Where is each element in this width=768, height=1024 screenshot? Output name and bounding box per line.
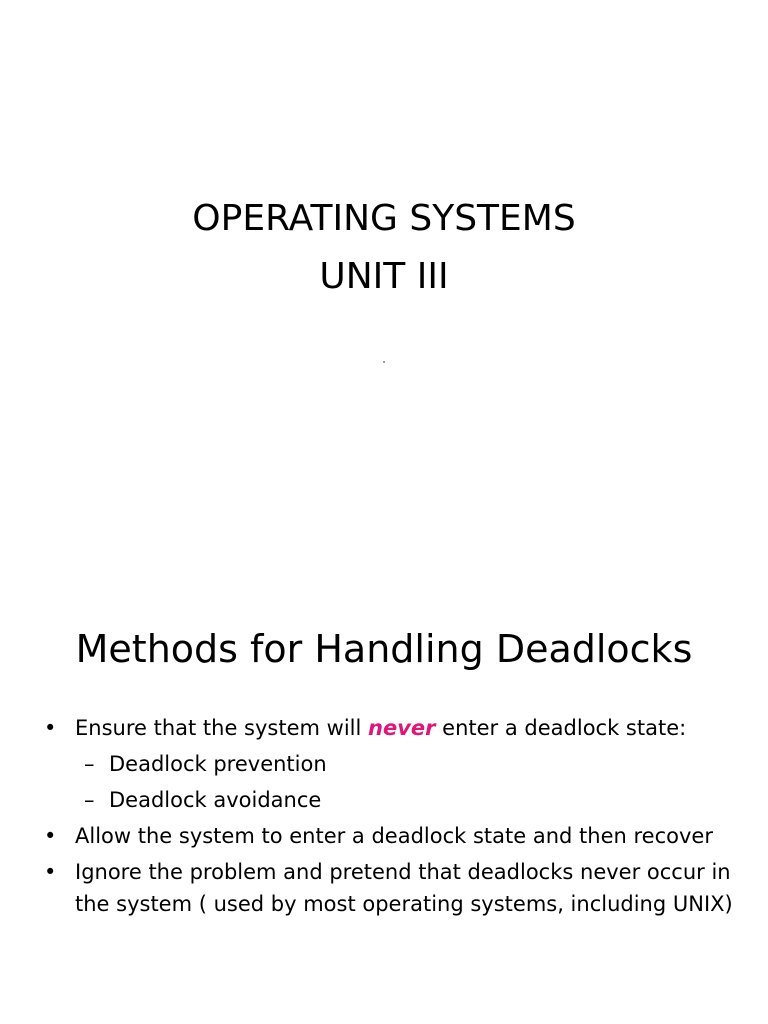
title-line-2: UNIT III (319, 256, 449, 297)
slide-heading: Methods for Handling Deadlocks (75, 627, 693, 671)
sub-list-item (44, 748, 734, 780)
item-text: Ignore the problem and pretend that deadlocks never occur in the system ( used by most operating systems, including UNIX) (75, 860, 733, 916)
bullet-list (44, 712, 734, 924)
bullet-marker: • (44, 824, 57, 848)
sub-list-item (44, 784, 734, 816)
list-item (44, 712, 734, 744)
sub-item-text: Deadlock avoidance (109, 788, 322, 812)
sub-item-text: Deadlock prevention (109, 752, 327, 776)
slide-deadlocks (0, 512, 768, 1024)
list-item (44, 856, 734, 920)
title-line-1: OPERATING SYSTEMS (192, 198, 576, 239)
dash-marker: – (84, 752, 95, 776)
slide-title-heading (0, 190, 768, 306)
item-text: Allow the system to enter a deadlock state and then recover (75, 824, 713, 848)
slide-subtitle: . (381, 348, 387, 367)
item-text: enter a deadlock state: (435, 716, 687, 740)
emphasis-text: never (368, 716, 436, 740)
bullet-marker: • (44, 860, 57, 884)
bullet-marker: • (44, 716, 57, 740)
item-text: Ensure that the system will (75, 716, 369, 740)
dash-marker: – (84, 788, 95, 812)
list-item (44, 820, 734, 852)
